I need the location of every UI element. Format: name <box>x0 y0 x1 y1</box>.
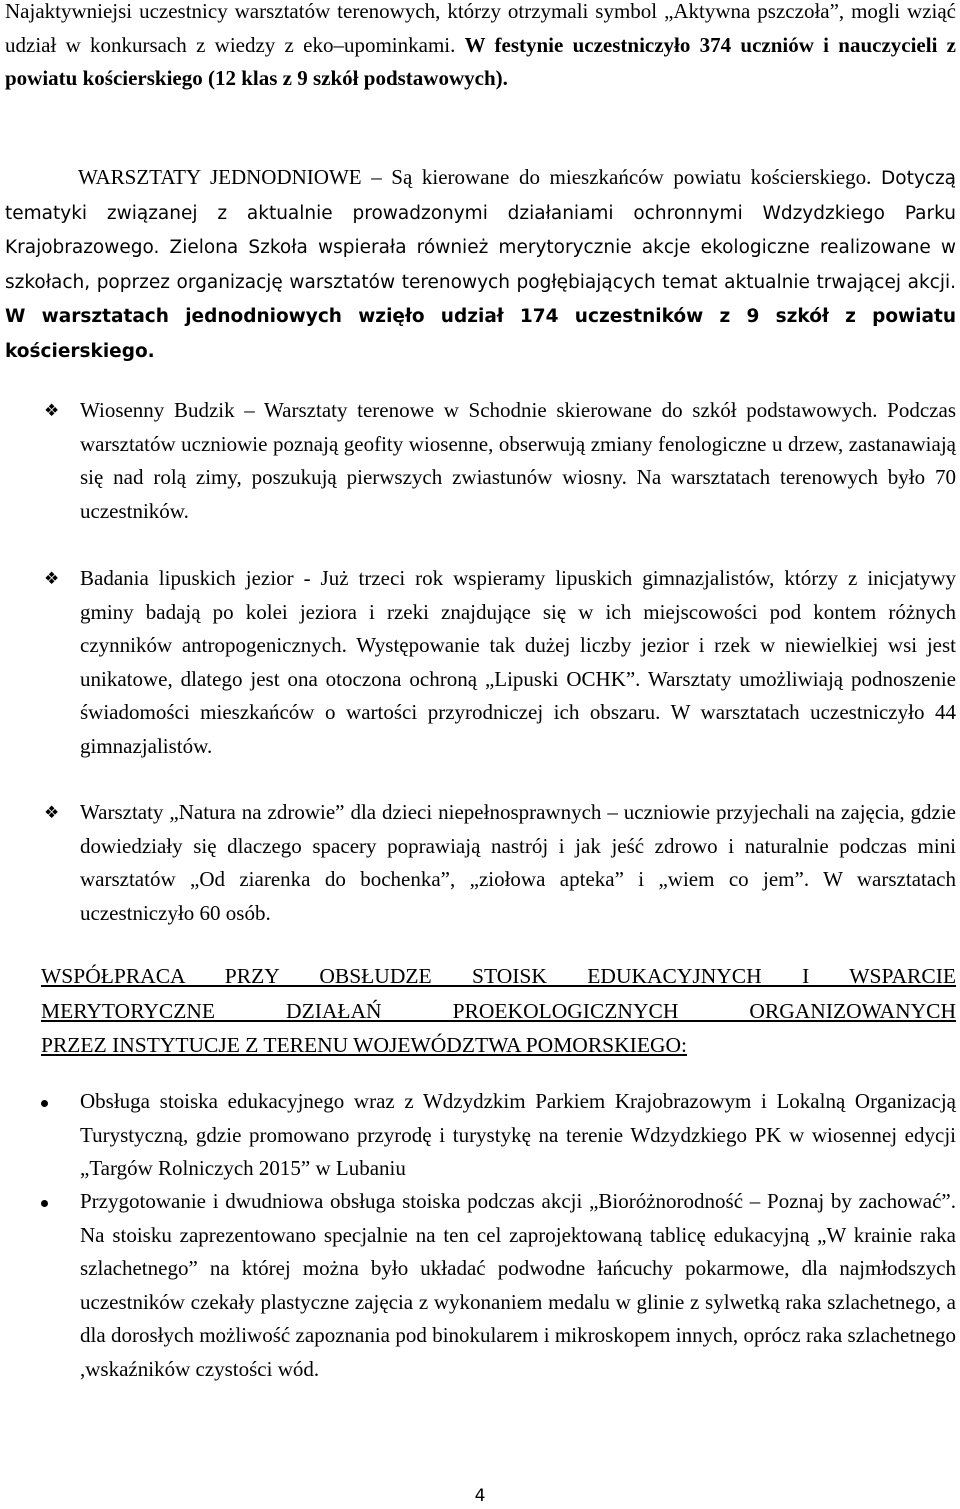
section-heading-line-1: WSPÓŁPRACA PRZY OBSŁUDZE STOISK EDUKACYJNYCH I WSPARCIE <box>41 964 956 988</box>
paragraph-one-day-workshops <box>5 161 956 368</box>
list-item-body: Podczas warsztatów uczniowie poznają geofity wiosenne, obserwują zmiany fenologiczne u drzew, zastanawiają się nad rolą zimy, poszukują pierwszych zwiastunów wiosny. Na warsztatach terenowych było 70 uczestników. <box>80 398 956 523</box>
paragraph-text: Najaktywniejsi uczestnicy warsztatów terenowych, którzy otrzymali symbol „Aktywna pszczoła”, mogli wziąć udział w konkursach z wiedzy z eko–upominkami. <box>5 0 956 57</box>
section-heading-line-3: PRZEZ INSTYTUCJE Z TERENU WOJEWÓDZTWA POMORSKIEGO: <box>41 1033 687 1057</box>
bullet-dot-icon <box>41 1100 48 1107</box>
paragraph-festival-participants <box>5 0 956 96</box>
bullet-item-biodiversity-stand <box>80 1185 956 1386</box>
list-item-text: Warsztaty „Natura na zdrowie” dla dzieci niepełnosprawnych – uczniowie przyjechali na zajęcia, gdzie dowiedziały się dlaczego spacery poprawiają nastrój i jak jeść zdrowo i naturalnie podczas mini warsztatów „Od ziarenka do bochenka”, „ziołowa apteka” i „wiem co jem”. W warsztatach uczestniczyło 60 osób. <box>80 800 956 925</box>
diamond-bullet-icon: ❖ <box>44 803 60 822</box>
bullet-item-text: Obsługa stoiska edukacyjnego wraz z Wdzydzkim Parkiem Krajobrazowym i Lokalną Organizacją Turystyczną, gdzie promowano przyrodę i turystykę na terenie Wdzydzkiego PK w wiosennej edycji „Targów Rolniczych 2015” w Lubaniu <box>80 1089 956 1180</box>
one-day-workshops-body: Dotyczą tematyki związanej z aktualnie prowadzonymi działaniami ochronnymi Wdzydzkiego Parku Krajobrazowego. Zielona Szkoła wspierała również merytorycznie akcje ekologiczne realizowane w szkołach, poprzez organizację warsztatów terenowych pogłębiających temat aktualnie trwającej akcji. <box>5 168 957 293</box>
one-day-workshops-lead: WARSZTATY JEDNODNIOWE – Są kierowane do mieszkańców powiatu kościerskiego. <box>78 165 872 189</box>
bullet-dot-icon <box>41 1200 48 1207</box>
page-number: 4 <box>474 1486 486 1506</box>
diamond-bullet-icon: ❖ <box>44 569 60 588</box>
paragraph-bold-text: W festynie uczestniczyło 374 uczniów i nauczycieli z powiatu kościerskiego (12 klas z 9 szkół podstawowych). <box>5 32 957 90</box>
list-item-lake-research <box>80 562 956 763</box>
section-heading-line-2: MERYTORYCZNE DZIAŁAŃ PROEKOLOGICZNYCH ORGANIZOWANYCH <box>41 999 956 1023</box>
diamond-bullet-icon: ❖ <box>44 401 60 420</box>
bullet-item-fair-stand <box>80 1085 956 1186</box>
list-item-lead: Wiosenny Budzik – Warsztaty terenowe w Schodnie skierowane do szkół podstawowych. <box>80 398 878 422</box>
list-item-text: Badania lipuskich jezior - Już trzeci rok wspieramy lipuskich gimnazjalistów, którzy z inicjatywy gminy badają po kolei jeziora i rzeki znajdujące się w ich miejscowości pod kontem różnych czynników antropogenicznych. Występowanie tak dużej liczby jezior i rzek w niewielkiej wsi jest unikatowe, dlatego jest ona otoczona ochroną „Lipuski OCHK”. Warsztaty umożliwiają podnoszenie świadomości mieszkańców o wartości przyrodniczej ich obszaru. W warsztatach uczestniczyło 44 gimnazjalistów. <box>80 566 956 758</box>
one-day-workshops-summary: W warsztatach jednodniowych wzięło udział 174 uczestników z 9 szkół z powiatu kościerskiego. <box>5 306 956 362</box>
list-item-spring-alarm <box>80 394 956 528</box>
list-item-nature-health <box>80 796 956 930</box>
bullet-item-text: Przygotowanie i dwudniowa obsługa stoiska podczas akcji „Bioróżnorodność – Poznaj by zachować”. Na stoisku zaprezentowano specjalnie na ten cel zaprojektowaną tablicę edukacyjną „W krainie raka szlachetnego” na której można było układać podwodne łańcuchy pokarmowe, dla najmłodszych uczestników czekały plastyczne zajęcia z wykonaniem medalu w glinie z sylwetką raka szlachetnego, a dla dorosłych możliwość zapoznania pod binokularem i mikroskopem innych, oprócz raka szlachetnego ,wskaźników czystości wód. <box>80 1189 956 1381</box>
